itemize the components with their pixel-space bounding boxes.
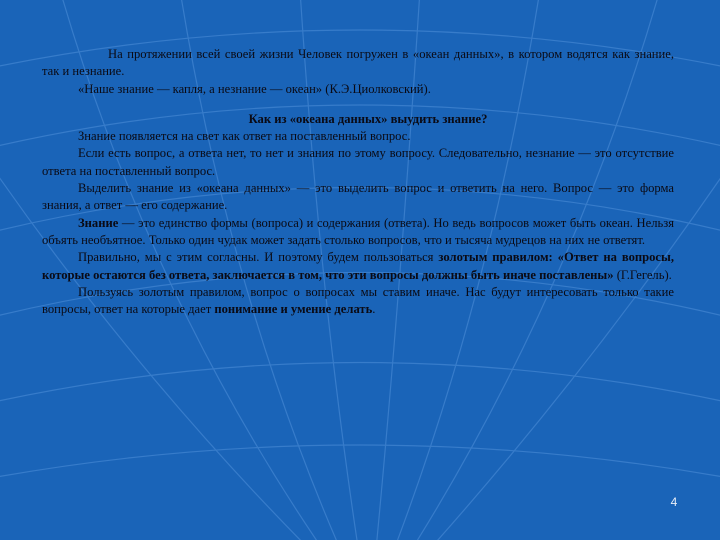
slide-text — [42, 46, 674, 318]
paragraph-3: Выделить знание из «океана данных» — это выделить вопрос и ответить на него. Вопрос — это форма знания, а ответ — его содержание. — [42, 181, 674, 213]
paragraph-6-text: Пользуясь золотым правилом, вопрос о вопросах мы ставим иначе. Нас будут интересовать только такие вопросы, ответ на которые дает — [42, 284, 674, 317]
paragraph-6-end: . — [372, 302, 376, 317]
paragraph-5 — [42, 249, 674, 284]
knowledge-term: Знание — [78, 215, 119, 230]
paragraph-1: Знание появляется на свет как ответ на поставленный вопрос. — [78, 129, 411, 144]
section-heading: Как из «океана данных» выудить знание? — [248, 111, 488, 126]
golden-rule-colon: : — [548, 250, 553, 265]
tsiolkovsky-quote: «Наше знание — капля, а незнание — океан» (К.Э.Циолковский). — [78, 81, 431, 96]
page-number: 4 — [670, 495, 678, 509]
intro-paragraph: На протяжении всей своей жизни Человек погружен в «океан данных», в котором водятся как знание, так и незнание. — [42, 47, 674, 79]
paragraph-6 — [42, 284, 674, 319]
understanding-term: понимание и умение делать — [214, 302, 373, 317]
paragraph-2: Если есть вопрос, а ответа нет, то нет и знания по этому вопросу. Следовательно, незнание — это отсутствие ответа на поставленный вопрос. — [42, 146, 674, 178]
paragraph-4-text: — это единство формы (вопроса) и содержания (ответа). Но ведь вопросов может быть океан. Нельзя объять необъятное. Только один чудак может задать столько вопросов, что и тысяча мудрецов на них не ответят. — [42, 215, 674, 247]
golden-rule-source: (Г.Гегель). — [613, 267, 672, 282]
golden-rule-term: золотым правилом — [438, 250, 549, 265]
paragraph-4 — [42, 215, 674, 250]
golden-rule-text: «Ответ на вопросы, которые остаются без ответа, заключается в том, что эти вопросы должны быть иначе поставлены» — [42, 250, 674, 282]
paragraph-5-text: Правильно, мы с этим согласны. И поэтому будем пользоваться — [78, 250, 439, 265]
